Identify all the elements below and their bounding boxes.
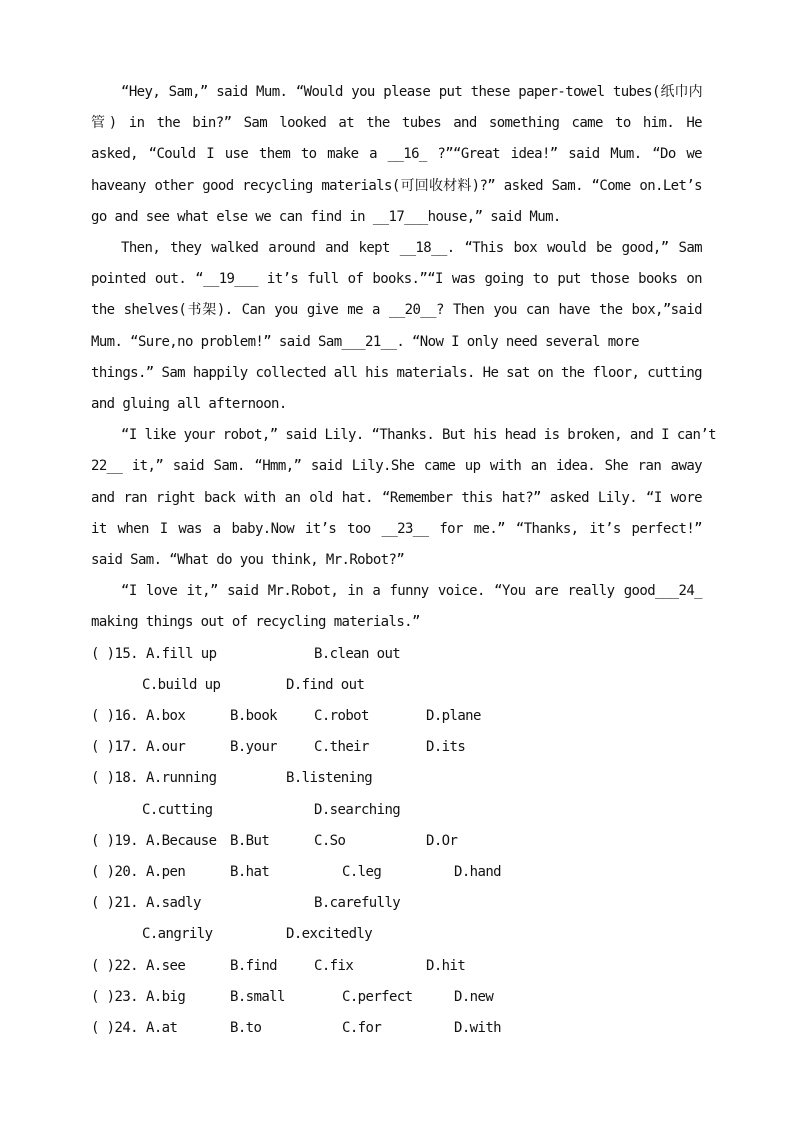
passage-line: it when I was a baby.Now it’s too __23__ for me.” “Thanks, it’s perfect!” bbox=[91, 521, 702, 537]
passage-line: the shelves(书架). Can you give me a __20__? Then you can have the box,”said bbox=[91, 302, 702, 318]
option-a: A.sadly bbox=[146, 895, 201, 911]
option-d: D.hand bbox=[454, 864, 501, 880]
passage-line: making things out of recycling materials.” bbox=[91, 614, 420, 630]
option-c: C.robot bbox=[314, 708, 369, 724]
option-d: D.excitedly bbox=[286, 926, 373, 942]
question-number: ( )20. bbox=[91, 864, 138, 880]
option-b: B.your bbox=[230, 739, 277, 755]
option-b: B.carefully bbox=[314, 895, 401, 911]
option-d: D.its bbox=[426, 739, 466, 755]
option-c: C.their bbox=[314, 739, 369, 755]
option-b: B.clean out bbox=[314, 646, 401, 662]
passage-line: go and see what else we can find in __17___house,” said Mum. bbox=[91, 209, 561, 225]
option-b: B.listening bbox=[286, 770, 373, 786]
option-c: C.leg bbox=[342, 864, 382, 880]
passage-line: “I love it,” said Mr.Robot, in a funny voice. “You are really good___24_ bbox=[121, 583, 702, 599]
option-b: B.book bbox=[230, 708, 277, 724]
option-c: C.build up bbox=[142, 677, 221, 693]
option-c: C.fix bbox=[314, 958, 354, 974]
option-c: C.angrily bbox=[142, 926, 213, 942]
option-d: D.new bbox=[454, 989, 494, 1005]
passage-line: 管) in the bin?” Sam looked at the tubes and something came to him. He bbox=[91, 115, 702, 131]
passage-line: things.” Sam happily collected all his materials. He sat on the floor, cutting bbox=[91, 365, 702, 381]
passage-line: Then, they walked around and kept __18__. “This box would be good,” Sam bbox=[121, 240, 702, 256]
option-b: B.small bbox=[230, 989, 285, 1005]
option-a: A.Because bbox=[146, 833, 217, 849]
question-number: ( )23. bbox=[91, 989, 138, 1005]
option-c: C.perfect bbox=[342, 989, 413, 1005]
passage-line: pointed out. “__19___ it’s full of books.”“I was going to put those books on bbox=[91, 271, 702, 287]
option-b: B.But bbox=[230, 833, 270, 849]
option-b: B.find bbox=[230, 958, 277, 974]
question-number: ( )17. bbox=[91, 739, 138, 755]
question-number: ( )22. bbox=[91, 958, 138, 974]
question-number: ( )16. bbox=[91, 708, 138, 724]
question-number: ( )19. bbox=[91, 833, 138, 849]
option-a: A.our bbox=[146, 739, 186, 755]
option-b: B.to bbox=[230, 1020, 262, 1036]
option-d: D.Or bbox=[426, 833, 458, 849]
question-number: ( )24. bbox=[91, 1020, 138, 1036]
question-number: ( )15. bbox=[91, 646, 138, 662]
option-a: A.running bbox=[146, 770, 217, 786]
option-c: C.cutting bbox=[142, 802, 213, 818]
passage-line: Mum. “Sure,no problem!” said Sam___21__. “Now I only need several more bbox=[91, 334, 640, 350]
option-d: D.plane bbox=[426, 708, 481, 724]
passage-line: said Sam. “What do you think, Mr.Robot?” bbox=[91, 552, 405, 568]
passage-line: “Hey, Sam,” said Mum. “Would you please put these paper-towel tubes(纸巾内 bbox=[121, 84, 702, 100]
option-b: B.hat bbox=[230, 864, 270, 880]
passage-line: and gluing all afternoon. bbox=[91, 396, 287, 412]
question-number: ( )21. bbox=[91, 895, 138, 911]
option-a: A.box bbox=[146, 708, 186, 724]
option-a: A.fill up bbox=[146, 646, 217, 662]
passage-line: asked, “Could I use them to make a __16_ ?”“Great idea!” said Mum. “Do we bbox=[91, 146, 702, 162]
option-a: A.pen bbox=[146, 864, 186, 880]
option-c: C.So bbox=[314, 833, 346, 849]
option-d: D.with bbox=[454, 1020, 501, 1036]
passage-line: haveany other good recycling materials(可回收材料)?” asked Sam. “Come on.Let’s bbox=[91, 178, 702, 194]
question-number: ( )18. bbox=[91, 770, 138, 786]
passage-line: and ran right back with an old hat. “Remember this hat?” asked Lily. “I wore bbox=[91, 490, 702, 506]
option-d: D.searching bbox=[314, 802, 401, 818]
option-a: A.see bbox=[146, 958, 186, 974]
option-d: D.hit bbox=[426, 958, 466, 974]
option-a: A.big bbox=[146, 989, 186, 1005]
passage-line: 22__ it,” said Sam. “Hmm,” said Lily.She came up with an idea. She ran away bbox=[91, 458, 702, 474]
option-c: C.for bbox=[342, 1020, 382, 1036]
option-d: D.find out bbox=[286, 677, 365, 693]
option-a: A.at bbox=[146, 1020, 178, 1036]
passage-line: “I like your robot,” said Lily. “Thanks. But his head is broken, and I can’t bbox=[121, 427, 716, 443]
